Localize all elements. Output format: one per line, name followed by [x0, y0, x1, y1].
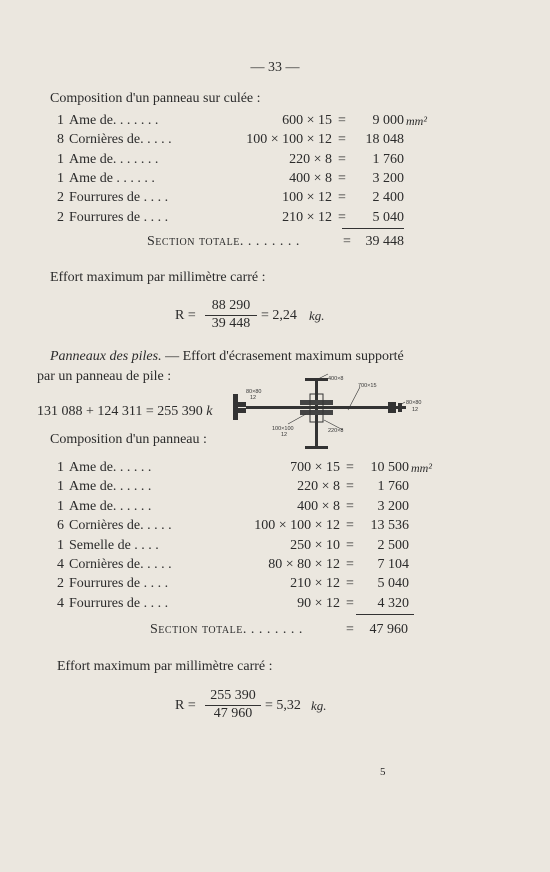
item-name: Cornières de. . . . .: [69, 132, 172, 148]
item-equals: =: [346, 460, 354, 475]
item-name: Ame de. . . . . .: [69, 498, 152, 514]
item-area: 4 320: [377, 595, 409, 611]
diagram-label-bottom-left-bottom: 12: [281, 432, 288, 438]
item-quantity: 4: [57, 595, 64, 611]
diagram-label-left-top: 80×80: [246, 389, 262, 395]
culee-total-row: [0, 234, 550, 254]
item-quantity: 4: [57, 557, 64, 572]
item-area: 5 040: [372, 209, 404, 225]
piles-formula-result: = 5,32: [265, 698, 301, 713]
culee-heading: Composition d'un panneau sur culée :: [50, 91, 261, 106]
item-dimensions: 400 × 8: [297, 498, 340, 514]
piles-intro-text: — Effort d'écrasement maximum supporté: [161, 349, 404, 364]
item-quantity: 1: [57, 460, 64, 475]
piles-intro-line1: [50, 349, 404, 365]
item-area: 1 760: [372, 151, 404, 167]
item-area: 9 000: [372, 113, 404, 128]
culee-formula: [175, 298, 375, 332]
item-equals: =: [338, 132, 346, 148]
culee-total-label: Section totale. . . . . . . .: [147, 234, 300, 249]
item-dimensions: 220 × 8: [289, 151, 332, 167]
item-quantity: 8: [57, 132, 64, 148]
piles-total-row: [0, 622, 550, 642]
item-dimensions: 700 × 15: [290, 460, 340, 475]
culee-formula-denominator: 39 448: [211, 316, 251, 331]
table-row: [0, 132, 550, 152]
item-equals: =: [346, 518, 354, 534]
diagram-label-right-bottom: 12: [412, 407, 419, 413]
item-dimensions: 80 × 80 × 12: [268, 557, 340, 572]
diagram-right-angle-bottom: [388, 408, 396, 413]
item-area: 2 500: [377, 537, 409, 553]
diagram-main-web: [246, 406, 406, 409]
table-row: [0, 190, 550, 210]
item-quantity: 2: [57, 190, 64, 206]
item-name: Fourrures de . . . .: [69, 576, 169, 592]
table-row: [0, 113, 550, 133]
diagram-left-angle-bottom: [238, 408, 246, 413]
item-area: 3 200: [372, 170, 404, 186]
item-area: 1 760: [377, 479, 409, 495]
item-name: Ame de. . . . . .: [69, 460, 152, 475]
item-area: 5 040: [377, 576, 409, 592]
table-row: [0, 596, 550, 616]
item-name: Cornières de. . . . .: [69, 518, 172, 534]
diagram-central-angles-top: [300, 400, 333, 405]
item-dimensions: 100 × 12: [282, 190, 332, 206]
piles-effort-label: Effort maximum par millimètre carré :: [57, 659, 273, 674]
item-unit: mm²: [411, 461, 432, 475]
item-dimensions: 600 × 15: [282, 113, 332, 128]
diagram-leader-bottom-left: [288, 414, 306, 424]
item-quantity: 6: [57, 518, 64, 534]
table-row: [0, 538, 550, 558]
item-dimensions: 400 × 8: [289, 170, 332, 186]
table-row: [0, 499, 550, 519]
piles-sum-unit: k: [206, 404, 213, 419]
item-equals: =: [346, 595, 354, 611]
item-equals: =: [346, 576, 354, 592]
item-name: Ame de. . . . . . .: [69, 113, 159, 128]
diagram-label-bottom-mid: 220×8: [328, 428, 344, 434]
item-dimensions: 250 × 10: [290, 537, 340, 553]
item-quantity: 2: [57, 209, 64, 225]
item-quantity: 2: [57, 576, 64, 592]
culee-formula-numerator: 88 290: [211, 298, 251, 313]
culee-sum-rule: [342, 228, 404, 229]
piles-formula-unit: kg.: [311, 698, 327, 713]
item-dimensions: 100 × 100 × 12: [246, 132, 332, 148]
item-name: Fourrures de . . . .: [69, 190, 169, 206]
item-unit: mm²: [406, 114, 427, 128]
item-dimensions: 210 × 12: [282, 209, 332, 225]
table-row: [0, 460, 550, 480]
table-row: [0, 576, 550, 596]
diagram-label-bottom-left-top: 100×100: [272, 426, 294, 432]
item-quantity: 1: [57, 170, 64, 186]
item-equals: =: [338, 209, 346, 225]
piles-intro-italic: Panneaux des piles.: [50, 349, 162, 364]
item-area: 3 200: [377, 498, 409, 514]
item-equals: =: [338, 113, 346, 128]
diagram-bottom-plate: [305, 446, 328, 449]
piles-formula-lhs: R =: [175, 698, 196, 713]
culee-formula-lhs: R =: [175, 308, 196, 323]
item-equals: =: [346, 557, 354, 572]
item-equals: =: [346, 498, 354, 514]
item-name: Ame de. . . . . . .: [69, 151, 159, 167]
item-equals: =: [338, 151, 346, 167]
item-quantity: 1: [57, 151, 64, 167]
item-area: 7 104: [377, 557, 409, 572]
piles-sum-expression: 131 088 + 124 311 = 255 390: [37, 404, 203, 419]
table-row: [0, 518, 550, 538]
item-name: Cornières de. . . . .: [69, 557, 172, 572]
diagram-label-left-bottom: 12: [250, 395, 257, 401]
table-row: [0, 152, 550, 172]
item-area: 18 048: [365, 132, 404, 148]
table-row: [0, 557, 550, 577]
culee-formula-result: = 2,24: [261, 308, 297, 323]
table-row: [0, 479, 550, 499]
diagram-label-right-top: 80×80: [406, 400, 422, 406]
item-equals: =: [338, 170, 346, 186]
item-quantity: 1: [57, 498, 64, 514]
piles-total-label: Section totale. . . . . . . .: [150, 622, 303, 637]
item-name: Fourrures de . . . .: [69, 595, 169, 611]
diagram-left-angle-top: [238, 402, 246, 407]
piles-total-value: 47 960: [369, 622, 408, 637]
item-quantity: 1: [57, 537, 64, 553]
footer-number: 5: [380, 766, 386, 778]
piles-formula-denominator: 47 960: [213, 706, 253, 721]
item-dimensions: 100 × 100 × 12: [254, 518, 340, 534]
culee-effort-label: Effort maximum par millimètre carré :: [50, 270, 266, 285]
item-name: Fourrures de . . . .: [69, 209, 169, 225]
piles-formula: [175, 688, 375, 722]
pile-panel-cross-section-diagram: [228, 372, 433, 456]
piles-total-eq: =: [346, 622, 354, 637]
culee-formula-unit: kg.: [309, 308, 325, 323]
item-equals: =: [338, 190, 346, 206]
culee-total-eq: =: [343, 234, 351, 249]
item-area: 13 536: [370, 518, 409, 534]
table-row: [0, 171, 550, 191]
diagram-right-angle-top: [388, 402, 396, 407]
piles-sum: [37, 404, 213, 420]
item-name: Semelle de . . . .: [69, 537, 159, 553]
item-name: Ame de. . . . . .: [69, 479, 152, 495]
diagram-label-mid-right: 700×15: [358, 383, 377, 389]
item-dimensions: 220 × 8: [297, 479, 340, 495]
item-dimensions: 90 × 12: [297, 595, 340, 611]
item-dimensions: 210 × 12: [290, 576, 340, 592]
piles-heading: Composition d'un panneau :: [50, 432, 207, 447]
page-number: — 33 —: [250, 60, 300, 75]
piles-sum-rule: [356, 614, 414, 615]
item-area: 10 500: [370, 460, 409, 475]
piles-intro-line2: par un panneau de pile :: [37, 369, 172, 384]
item-name: Ame de . . . . . .: [69, 170, 155, 186]
diagram-left-flange: [233, 394, 238, 420]
item-quantity: 1: [57, 479, 64, 495]
item-equals: =: [346, 537, 354, 553]
item-equals: =: [346, 479, 354, 495]
piles-formula-numerator: 255 390: [210, 688, 256, 703]
item-area: 2 400: [372, 190, 404, 206]
table-row: [0, 210, 550, 230]
item-quantity: 1: [57, 113, 64, 128]
diagram-label-top: 400×8: [328, 376, 344, 382]
culee-total-value: 39 448: [365, 234, 404, 249]
